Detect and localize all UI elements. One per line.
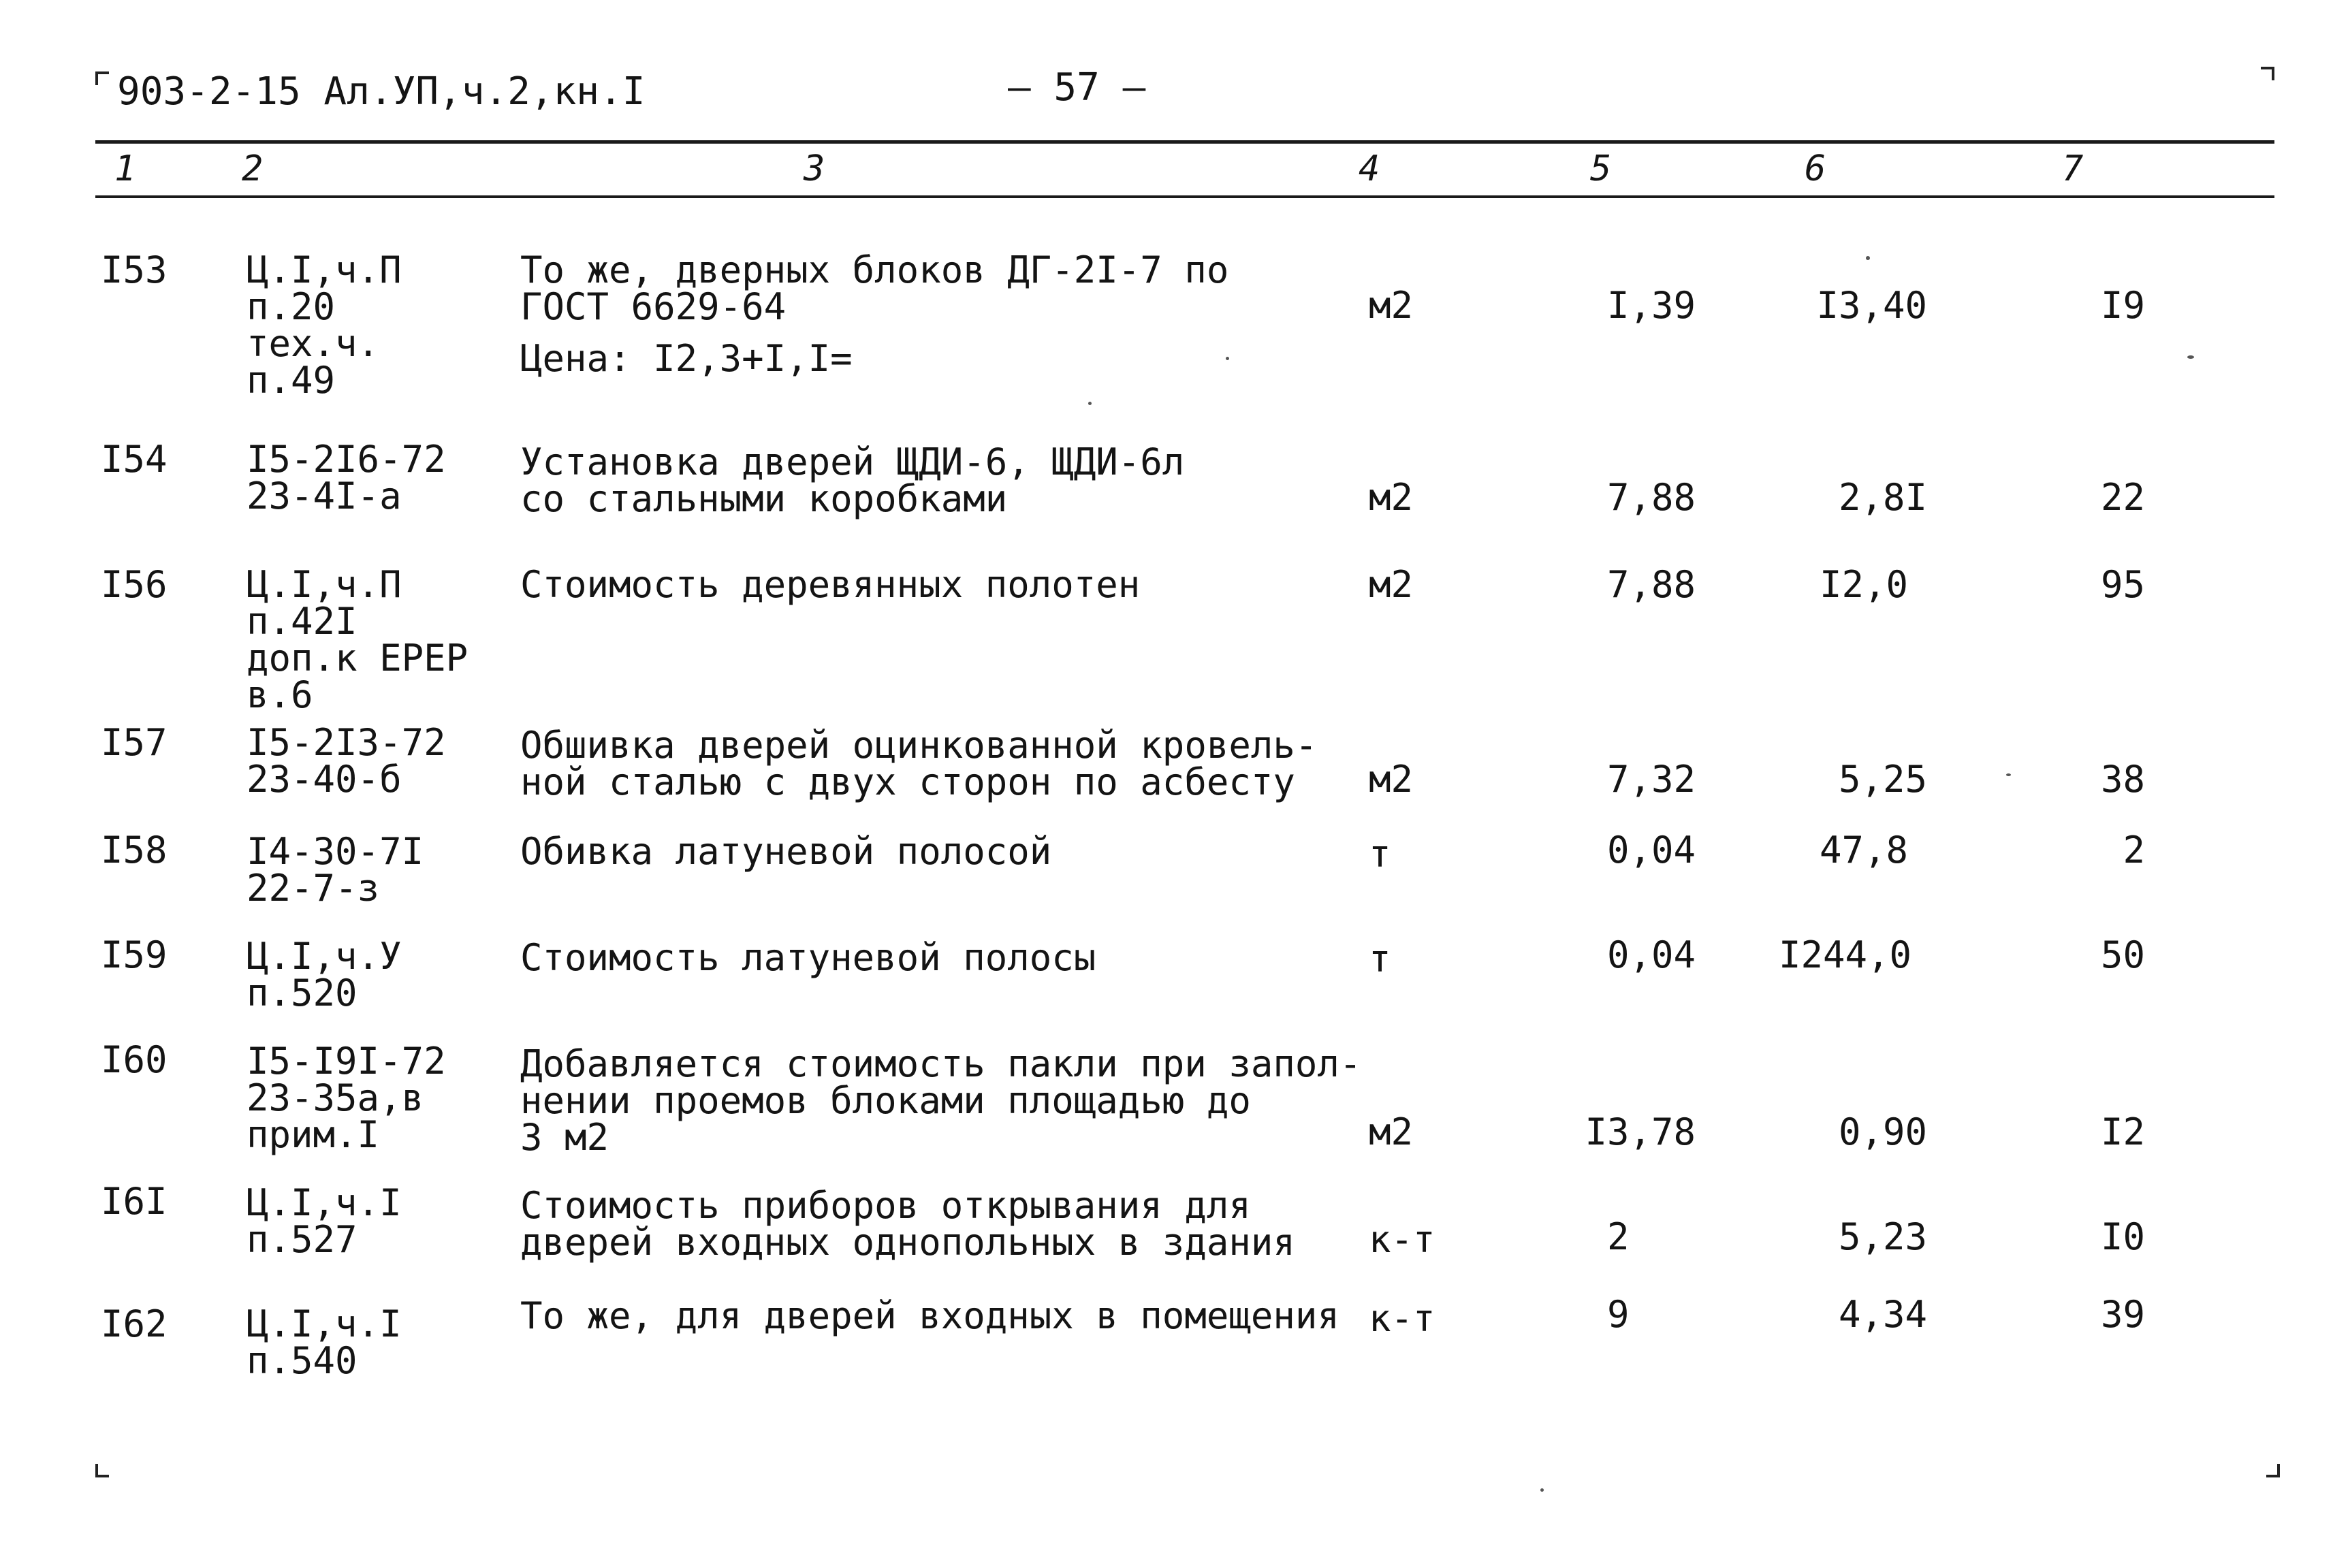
row-unit: м2 (1369, 476, 1414, 519)
row-quantity: 0,04 (1606, 933, 1696, 976)
row-quantity: 7,88 (1606, 476, 1696, 519)
row-description: Обшивка дверей оцинкованной кровель- ной сталью с двух сторон по асбесту (520, 724, 1318, 803)
row-description: То же, дверных блоков ДГ-2I-7 по ГОСТ 6629-64 Цена: I2,3+I,I= (520, 249, 1229, 380)
scan-speck (2006, 773, 2011, 776)
row-quantity: 7,32 (1606, 758, 1696, 801)
scan-speck (2187, 355, 2194, 359)
row-number: I59 (101, 933, 168, 976)
row-price: 2,8I (1838, 476, 1927, 519)
row-unit: к-т (1369, 1297, 1435, 1340)
scan-speck (1088, 402, 1092, 405)
corner-mark-top-right (2261, 67, 2274, 80)
row-description: Стоимость приборов открывания для дверей входных однопольных в здания (520, 1184, 1295, 1264)
row-quantity: I3,78 (1585, 1110, 1696, 1153)
row-total: 38 (2100, 758, 2145, 801)
row-description: Обивка латуневой полосой (520, 830, 1052, 873)
row-unit: м2 (1369, 284, 1414, 327)
corner-mark-top-left (95, 71, 109, 85)
scan-speck (1866, 256, 1870, 260)
document-code: 903-2-15 Ал.УП,ч.2,кн.I (117, 69, 646, 114)
row-quantity: 9 (1607, 1293, 1630, 1336)
row-price: 0,90 (1838, 1110, 1927, 1153)
row-price: I244,0 (1779, 933, 1912, 976)
row-unit: м2 (1369, 1110, 1414, 1153)
corner-mark-bottom-right (2266, 1464, 2280, 1477)
row-description: Установка дверей ЩДИ-6, ЩДИ-6л со стальными коробками (520, 441, 1185, 520)
row-reference: Ц.I,ч.П п.42I доп.к ЕРЕР в.6 (247, 563, 469, 716)
row-number: I54 (101, 438, 168, 481)
row-unit: к-т (1369, 1218, 1435, 1261)
price-note: Цена: I2,3+I,I= (520, 337, 853, 380)
row-description: Добавляется стоимость пакли при запол- нении проемов блоками площадью до 3 м2 (520, 1042, 1362, 1159)
row-total: I2 (2100, 1110, 2145, 1153)
row-total: I9 (2100, 284, 2145, 327)
column-number-4: 4 (1359, 148, 1380, 189)
row-total: 95 (2100, 563, 2145, 606)
column-number-7: 7 (2062, 148, 2084, 189)
row-reference: Ц.I,ч.I п.540 (247, 1302, 402, 1382)
row-quantity: 7,88 (1606, 563, 1696, 606)
column-number-6: 6 (1805, 148, 1826, 189)
row-unit: м2 (1369, 563, 1414, 606)
row-price: 5,25 (1838, 758, 1927, 801)
row-price: 5,23 (1838, 1215, 1927, 1258)
row-reference: I5-2I3-72 23-40-б (247, 721, 446, 801)
row-description: То же, для дверей входных в помещения (520, 1294, 1339, 1337)
column-number-2: 2 (242, 148, 264, 189)
scan-speck (1540, 1488, 1544, 1492)
row-reference: Ц.I,ч.У п.520 (247, 935, 402, 1014)
row-unit: м2 (1369, 758, 1414, 801)
row-number: I62 (101, 1302, 168, 1345)
row-price: I2,0 (1820, 563, 1909, 606)
row-unit: т (1369, 938, 1391, 980)
row-price: 47,8 (1820, 829, 1909, 871)
row-price: I3,40 (1816, 284, 1927, 327)
row-reference: I5-I9I-72 23-35а,в прим.I (247, 1040, 446, 1156)
row-number: I53 (101, 249, 168, 291)
row-reference: I4-30-7I 22-7-з (247, 830, 424, 910)
row-number: I58 (101, 829, 168, 871)
row-number: I60 (101, 1038, 168, 1081)
row-description: Стоимость деревянных полотен (520, 563, 1141, 606)
table-top-rule (95, 140, 2274, 144)
column-number-3: 3 (804, 148, 825, 189)
corner-mark-bottom-left (95, 1464, 109, 1477)
page-number: — 57 — (1008, 65, 1146, 110)
header-bottom-rule (95, 195, 2274, 198)
row-quantity: 0,04 (1606, 829, 1696, 871)
row-number: I57 (101, 721, 168, 764)
row-total: 2 (2123, 829, 2145, 871)
row-quantity: 2 (1607, 1215, 1630, 1258)
row-quantity: I,39 (1606, 284, 1696, 327)
row-reference: Ц.I,ч.П п.20 тех.ч. п.49 (247, 249, 402, 402)
row-total: 22 (2100, 476, 2145, 519)
row-description: Стоимость латуневой полосы (520, 936, 1096, 979)
row-reference: Ц.I,ч.I п.527 (247, 1181, 402, 1261)
row-total: 50 (2100, 933, 2145, 976)
scan-speck (1226, 357, 1229, 360)
row-price: 4,34 (1838, 1293, 1927, 1336)
row-number: I56 (101, 563, 168, 606)
row-number: I6I (101, 1180, 168, 1223)
column-number-1: 1 (114, 148, 136, 189)
row-unit: т (1369, 833, 1391, 876)
row-reference: I5-2I6-72 23-4I-а (247, 438, 446, 517)
row-total: I0 (2100, 1215, 2145, 1258)
column-number-5: 5 (1590, 148, 1612, 189)
row-total: 39 (2100, 1293, 2145, 1336)
